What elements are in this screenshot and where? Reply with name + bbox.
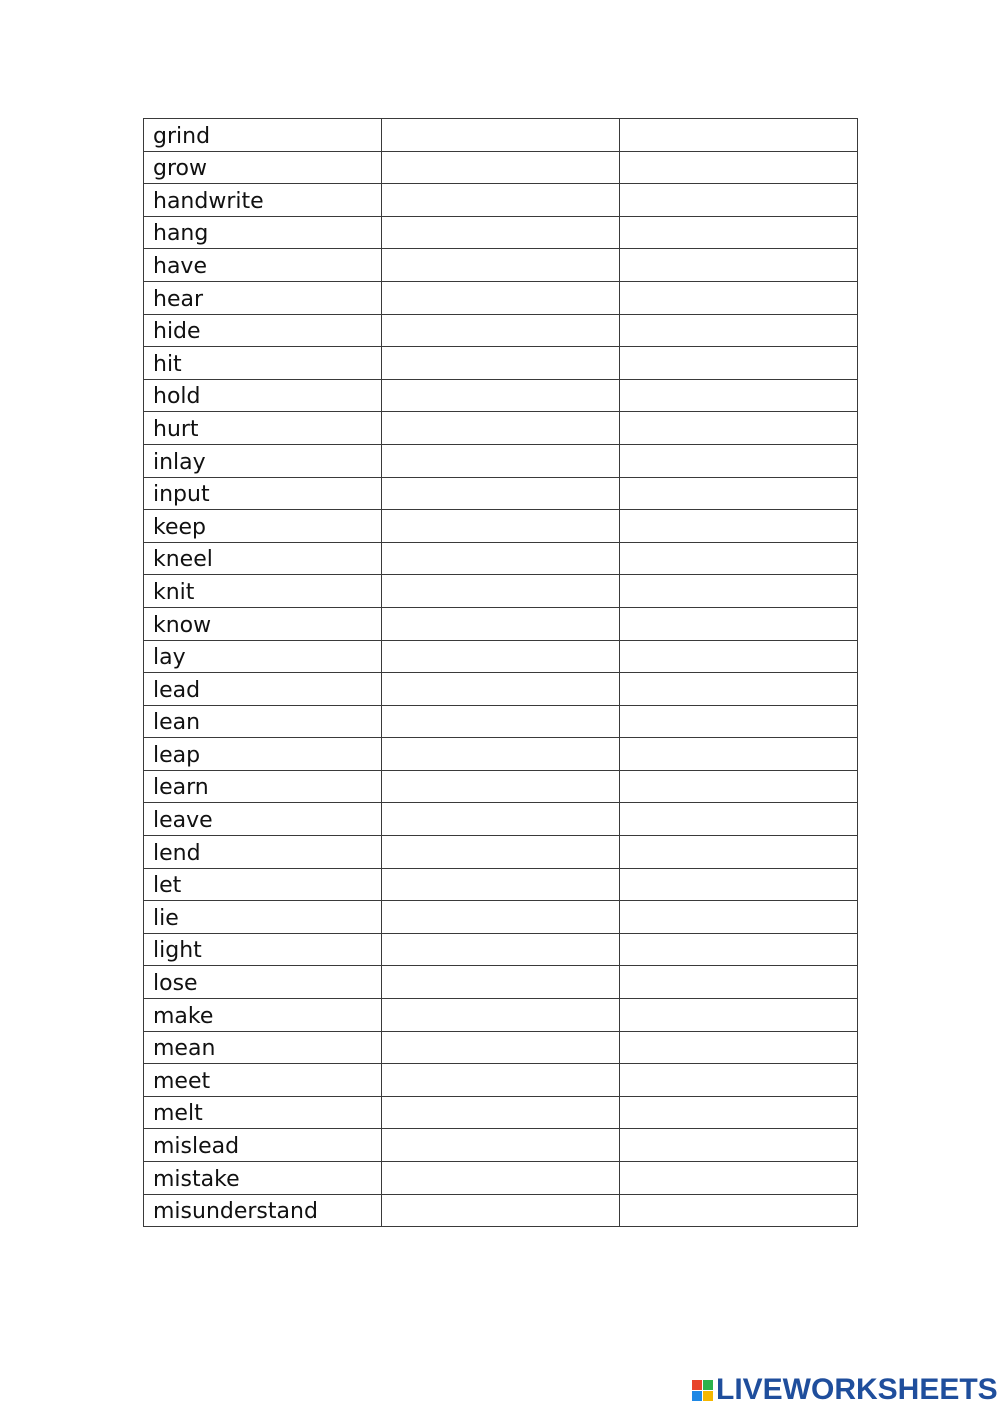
answer-cell-3[interactable]: [620, 184, 858, 217]
table-row: [144, 1162, 858, 1195]
verb-table: [143, 118, 858, 1227]
verb-cell: lead: [144, 673, 382, 706]
verb-cell: hit: [144, 347, 382, 380]
verb-cell: kneel: [144, 542, 382, 575]
answer-cell-2[interactable]: [382, 216, 620, 249]
table-row: [144, 281, 858, 314]
answer-cell-2[interactable]: [382, 184, 620, 217]
answer-cell-3[interactable]: [620, 1162, 858, 1195]
answer-cell-3[interactable]: [620, 575, 858, 608]
table-row: [144, 575, 858, 608]
table-row: [144, 347, 858, 380]
verb-cell: grind: [144, 119, 382, 152]
answer-cell-3[interactable]: [620, 314, 858, 347]
verb-cell: hurt: [144, 412, 382, 445]
answer-cell-2[interactable]: [382, 151, 620, 184]
table-row: [144, 868, 858, 901]
answer-cell-3[interactable]: [620, 836, 858, 869]
table-row: [144, 1031, 858, 1064]
answer-cell-2[interactable]: [382, 999, 620, 1032]
verb-cell: inlay: [144, 444, 382, 477]
verb-cell: melt: [144, 1096, 382, 1129]
answer-cell-2[interactable]: [382, 347, 620, 380]
answer-cell-3[interactable]: [620, 640, 858, 673]
answer-cell-2[interactable]: [382, 607, 620, 640]
answer-cell-3[interactable]: [620, 705, 858, 738]
verb-table-body: [144, 119, 858, 1227]
answer-cell-3[interactable]: [620, 966, 858, 999]
answer-cell-3[interactable]: [620, 1064, 858, 1097]
answer-cell-3[interactable]: [620, 1129, 858, 1162]
table-row: [144, 151, 858, 184]
table-row: [144, 673, 858, 706]
table-row: [144, 412, 858, 445]
verb-cell: hang: [144, 216, 382, 249]
answer-cell-3[interactable]: [620, 901, 858, 934]
answer-cell-3[interactable]: [620, 770, 858, 803]
table-row: [144, 705, 858, 738]
answer-cell-2[interactable]: [382, 314, 620, 347]
verb-cell: knit: [144, 575, 382, 608]
verb-cell: light: [144, 933, 382, 966]
answer-cell-2[interactable]: [382, 1162, 620, 1195]
verb-cell: know: [144, 607, 382, 640]
table-row: [144, 1194, 858, 1227]
answer-cell-3[interactable]: [620, 1096, 858, 1129]
answer-cell-2[interactable]: [382, 803, 620, 836]
table-row: [144, 379, 858, 412]
table-row: [144, 444, 858, 477]
verb-cell: mistake: [144, 1162, 382, 1195]
answer-cell-2[interactable]: [382, 770, 620, 803]
answer-cell-2[interactable]: [382, 249, 620, 282]
answer-cell-2[interactable]: [382, 575, 620, 608]
table-row: [144, 770, 858, 803]
answer-cell-3[interactable]: [620, 542, 858, 575]
verb-cell: learn: [144, 770, 382, 803]
answer-cell-2[interactable]: [382, 119, 620, 152]
verb-cell: mislead: [144, 1129, 382, 1162]
verb-cell: let: [144, 868, 382, 901]
answer-cell-3[interactable]: [620, 249, 858, 282]
verb-cell: hide: [144, 314, 382, 347]
table-row: [144, 510, 858, 543]
answer-cell-3[interactable]: [620, 216, 858, 249]
table-row: [144, 119, 858, 152]
table-row: [144, 640, 858, 673]
answer-cell-2[interactable]: [382, 640, 620, 673]
answer-cell-2[interactable]: [382, 933, 620, 966]
answer-cell-2[interactable]: [382, 1129, 620, 1162]
answer-cell-2[interactable]: [382, 738, 620, 771]
table-row: [144, 216, 858, 249]
answer-cell-3[interactable]: [620, 868, 858, 901]
verb-cell: lose: [144, 966, 382, 999]
table-row: [144, 901, 858, 934]
verb-cell: have: [144, 249, 382, 282]
verb-cell: lean: [144, 705, 382, 738]
table-row: [144, 966, 858, 999]
answer-cell-3[interactable]: [620, 347, 858, 380]
table-row: [144, 1129, 858, 1162]
answer-cell-2[interactable]: [382, 412, 620, 445]
answer-cell-3[interactable]: [620, 119, 858, 152]
answer-cell-3[interactable]: [620, 803, 858, 836]
answer-cell-2[interactable]: [382, 1031, 620, 1064]
answer-cell-2[interactable]: [382, 836, 620, 869]
verb-cell: hear: [144, 281, 382, 314]
answer-cell-3[interactable]: [620, 607, 858, 640]
answer-cell-2[interactable]: [382, 705, 620, 738]
answer-cell-3[interactable]: [620, 444, 858, 477]
table-row: [144, 836, 858, 869]
answer-cell-2[interactable]: [382, 444, 620, 477]
verb-cell: leave: [144, 803, 382, 836]
answer-cell-3[interactable]: [620, 999, 858, 1032]
verb-cell: leap: [144, 738, 382, 771]
answer-cell-2[interactable]: [382, 1096, 620, 1129]
verb-cell: lend: [144, 836, 382, 869]
answer-cell-2[interactable]: [382, 281, 620, 314]
table-row: [144, 999, 858, 1032]
answer-cell-3[interactable]: [620, 673, 858, 706]
answer-cell-3[interactable]: [620, 477, 858, 510]
table-row: [144, 249, 858, 282]
verb-cell: lay: [144, 640, 382, 673]
answer-cell-3[interactable]: [620, 379, 858, 412]
answer-cell-3[interactable]: [620, 412, 858, 445]
answer-cell-2[interactable]: [382, 966, 620, 999]
answer-cell-3[interactable]: [620, 933, 858, 966]
table-row: [144, 314, 858, 347]
answer-cell-2[interactable]: [382, 868, 620, 901]
verb-cell: misunderstand: [144, 1194, 382, 1227]
verb-cell: mean: [144, 1031, 382, 1064]
table-row: [144, 1096, 858, 1129]
answer-cell-3[interactable]: [620, 510, 858, 543]
answer-cell-2[interactable]: [382, 510, 620, 543]
liveworksheets-logo: [692, 1374, 998, 1406]
answer-cell-3[interactable]: [620, 1031, 858, 1064]
liveworksheets-logo-icon: [692, 1380, 713, 1401]
answer-cell-2[interactable]: [382, 542, 620, 575]
verb-cell: handwrite: [144, 184, 382, 217]
verb-cell: hold: [144, 379, 382, 412]
answer-cell-3[interactable]: [620, 281, 858, 314]
answer-cell-2[interactable]: [382, 1064, 620, 1097]
logo-text: LIVEWORKSHEETS: [716, 1373, 998, 1406]
answer-cell-3[interactable]: [620, 1194, 858, 1227]
verb-cell: lie: [144, 901, 382, 934]
verb-cell: grow: [144, 151, 382, 184]
answer-cell-2[interactable]: [382, 379, 620, 412]
table-row: [144, 542, 858, 575]
table-row: [144, 933, 858, 966]
verb-cell: input: [144, 477, 382, 510]
answer-cell-2[interactable]: [382, 673, 620, 706]
table-row: [144, 738, 858, 771]
answer-cell-3[interactable]: [620, 151, 858, 184]
table-row: [144, 607, 858, 640]
answer-cell-2[interactable]: [382, 901, 620, 934]
table-row: [144, 477, 858, 510]
verb-cell: make: [144, 999, 382, 1032]
table-row: [144, 1064, 858, 1097]
answer-cell-3[interactable]: [620, 738, 858, 771]
answer-cell-2[interactable]: [382, 1194, 620, 1227]
table-row: [144, 184, 858, 217]
table-row: [144, 803, 858, 836]
answer-cell-2[interactable]: [382, 477, 620, 510]
verb-cell: meet: [144, 1064, 382, 1097]
verb-cell: keep: [144, 510, 382, 543]
